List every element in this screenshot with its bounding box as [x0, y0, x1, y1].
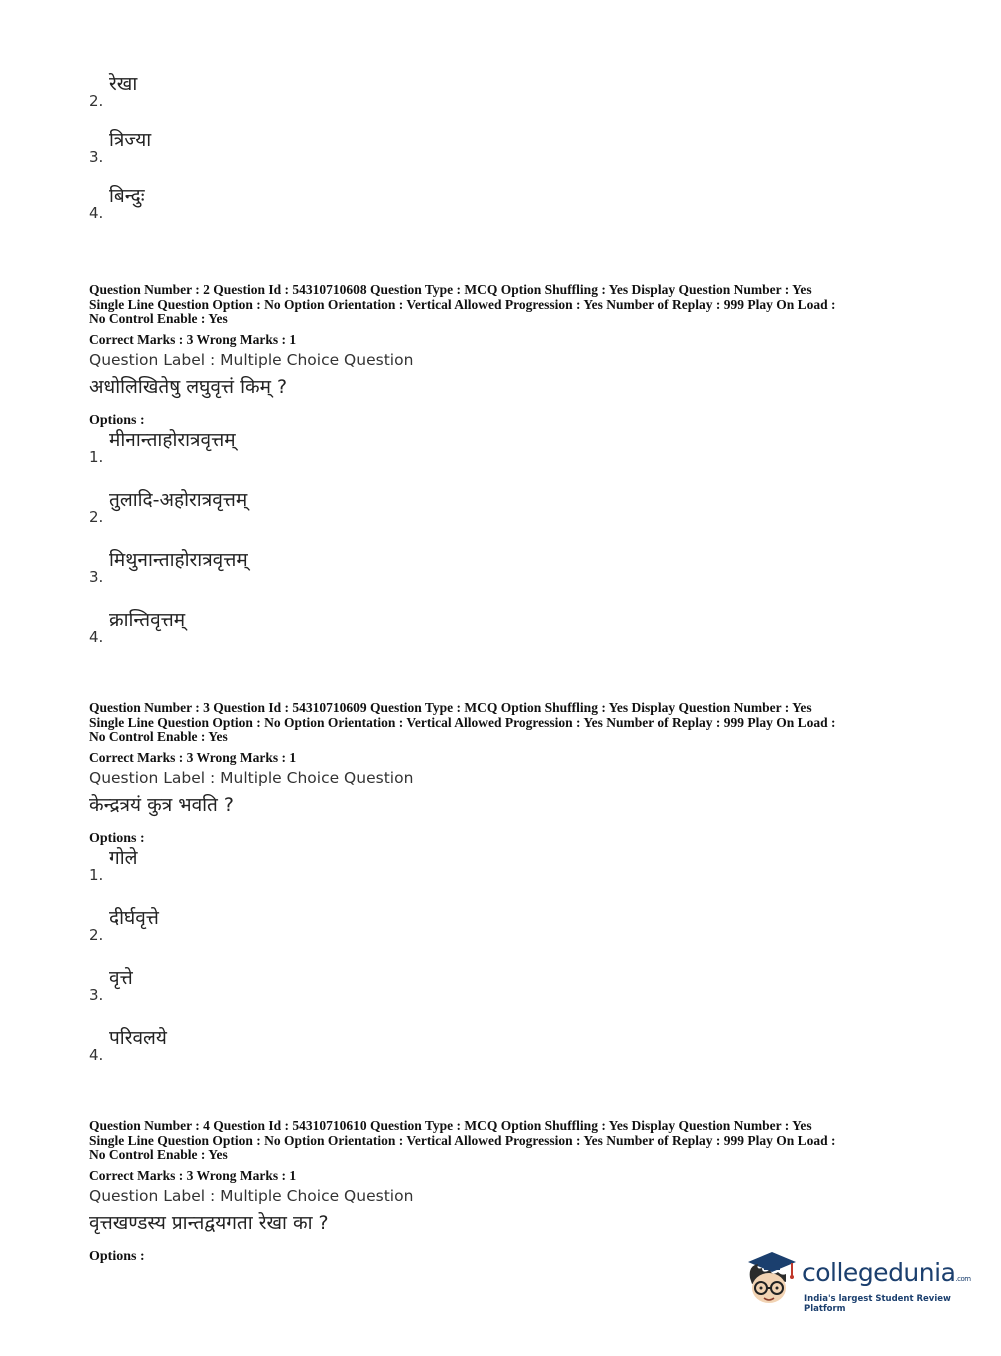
option-text: बिन्दुः — [109, 185, 145, 207]
option-item — [89, 129, 152, 166]
option-number: 3. — [89, 568, 104, 586]
options-heading: Options : — [89, 1248, 145, 1264]
logo-tagline: India's largest Student Review Platform — [804, 1294, 951, 1314]
question-marks: Correct Marks : 3 Wrong Marks : 1 — [89, 749, 297, 765]
option-text: परिवलये — [109, 1027, 167, 1049]
options-heading: Options : — [89, 830, 145, 846]
option-number: 4. — [89, 1046, 104, 1064]
question-meta-line: Question Number : 2 Question Id : 54310710608 Question Type : MCQ Option Shuffling : Yes Display Question Number : Yes — [89, 282, 812, 297]
option-text: गोले — [109, 847, 138, 869]
option-text: रेखा — [109, 73, 138, 95]
question-block — [89, 701, 919, 847]
option-number: 4. — [89, 204, 104, 222]
question-label: Question Label : Multiple Choice Question — [89, 1186, 414, 1205]
question-meta-line: Single Line Question Option : No Option Orientation : Vertical Allowed Progression : Yes Number of Replay : 999 Play On Load : — [89, 1132, 836, 1148]
question-marks: Correct Marks : 3 Wrong Marks : 1 — [89, 1167, 297, 1183]
collegedunia-logo — [742, 1248, 972, 1312]
option-text: त्रिज्या — [109, 129, 152, 151]
logo-suffix: .com — [955, 1275, 971, 1283]
logo-name-text: collegedunia — [802, 1258, 956, 1287]
question-text: अधोलिखितेषु लघुवृत्तं किम् ? — [89, 375, 288, 398]
question-meta-line: Single Line Question Option : No Option Orientation : Vertical Allowed Progression : Yes Number of Replay : 999 Play On Load : — [89, 714, 836, 730]
option-number: 2. — [89, 926, 104, 944]
option-text: वृत्ते — [109, 967, 133, 989]
option-number: 2. — [89, 508, 104, 526]
question-meta-line: Single Line Question Option : No Option Orientation : Vertical Allowed Progression : Yes Number of Replay : 999 Play On Load : — [89, 296, 836, 312]
option-text: क्रान्तिवृत्तम् — [109, 609, 186, 631]
option-number: 1. — [89, 448, 104, 466]
option-number: 4. — [89, 628, 104, 646]
question-meta-line: Question Number : 3 Question Id : 54310710609 Question Type : MCQ Option Shuffling : Yes Display Question Number : Yes — [89, 700, 812, 715]
question-meta-line: No Control Enable : Yes — [89, 311, 228, 326]
option-item — [89, 847, 138, 884]
option-item — [89, 73, 138, 110]
option-number: 1. — [89, 866, 104, 884]
question-block — [89, 283, 919, 429]
options-heading: Options : — [89, 412, 145, 428]
question-meta-line: No Control Enable : Yes — [89, 1147, 228, 1162]
question-meta-line: Question Number : 4 Question Id : 54310710610 Question Type : MCQ Option Shuffling : Yes Display Question Number : Yes — [89, 1118, 812, 1133]
question-label: Question Label : Multiple Choice Question — [89, 768, 414, 787]
question-block — [89, 1119, 919, 1265]
option-item — [89, 185, 145, 222]
question-text: केन्द्रत्रयं कुत्र भवति ? — [89, 793, 235, 816]
option-item — [89, 429, 236, 466]
option-item — [89, 609, 186, 646]
option-text: दीर्घवृत्ते — [109, 907, 159, 929]
option-number: 2. — [89, 92, 104, 110]
option-item — [89, 907, 159, 944]
option-text: मीनान्ताहोरात्रवृत्तम् — [109, 429, 236, 451]
option-item — [89, 1027, 167, 1064]
option-item — [89, 489, 248, 526]
question-text: वृत्तखण्डस्य प्रान्तद्वयगता रेखा का ? — [89, 1211, 329, 1234]
option-text: मिथुनान्ताहोरात्रवृत्तम् — [109, 549, 248, 571]
option-number: 3. — [89, 986, 104, 1004]
question-marks: Correct Marks : 3 Wrong Marks : 1 — [89, 331, 297, 347]
option-text: तुलादि-अहोरात्रवृत्तम् — [109, 489, 248, 511]
logo-wordmark — [802, 1258, 971, 1287]
option-item — [89, 967, 133, 1004]
student-mascot-icon — [742, 1248, 798, 1308]
option-item — [89, 549, 248, 586]
option-number: 3. — [89, 148, 104, 166]
question-meta-line: No Control Enable : Yes — [89, 729, 228, 744]
question-label: Question Label : Multiple Choice Question — [89, 350, 414, 369]
